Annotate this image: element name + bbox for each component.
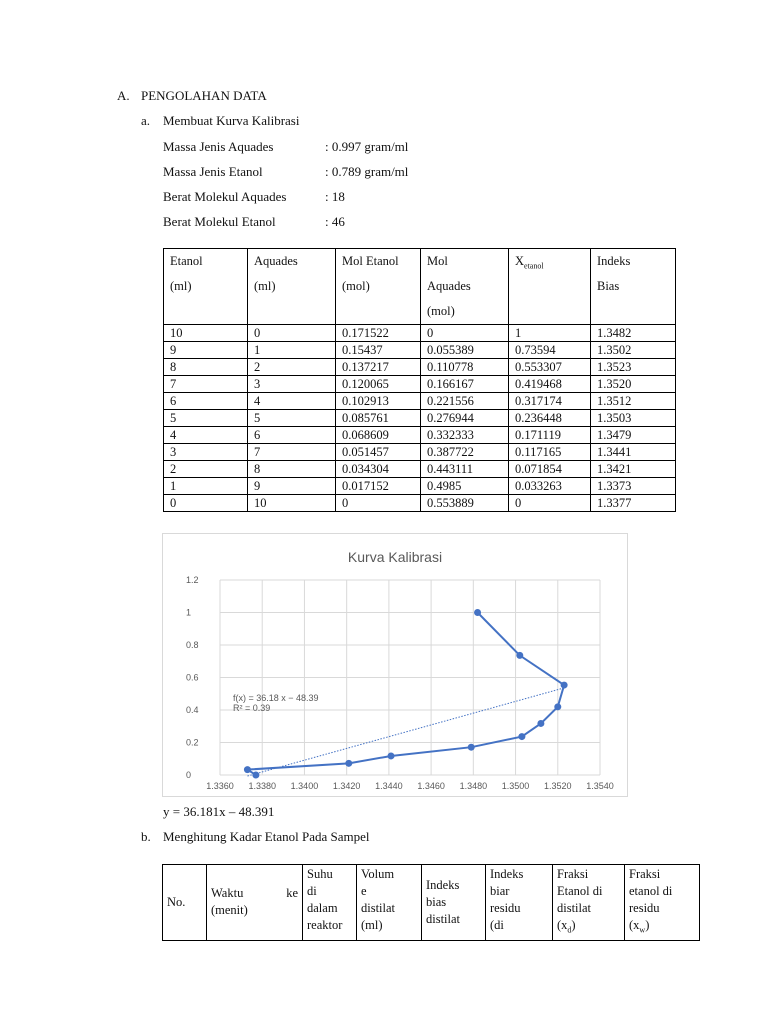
table-row [164, 393, 676, 410]
subsection-a-title: Membuat Kurva Kalibrasi [163, 113, 300, 128]
data-point [554, 703, 561, 710]
table-cell: 0 [164, 495, 248, 512]
table-cell: 1.3479 [591, 427, 676, 444]
header-cell: Aquades (ml) [248, 249, 336, 325]
x-tick-label: 1.3360 [206, 781, 234, 791]
table-cell: 5 [164, 410, 248, 427]
table-cell: 1.3373 [591, 478, 676, 495]
table-cell: 0.317174 [509, 393, 591, 410]
table-cell: 1.3512 [591, 393, 676, 410]
y-tick-label: 0.8 [186, 640, 199, 650]
table-cell: 0.068609 [336, 427, 421, 444]
trendline-r2: R² = 0.39 [233, 703, 271, 713]
table-cell: 2 [248, 359, 336, 376]
table-cell: 3 [164, 444, 248, 461]
header-cell: $X_{etanol}$ [509, 249, 591, 325]
table-cell: 0 [248, 325, 336, 342]
header-cell: Mol Etanol (mol) [336, 249, 421, 325]
table-cell: 0.085761 [336, 410, 421, 427]
constant-value: : 0.789 gram/ml [325, 164, 409, 179]
table-cell: 4 [164, 427, 248, 444]
data-point [561, 682, 568, 689]
table-cell: 0.120065 [336, 376, 421, 393]
constant-value: : 0.997 gram/ml [325, 139, 409, 154]
data-point [244, 766, 251, 773]
data-point [474, 609, 481, 616]
table-cell: 1.3377 [591, 495, 676, 512]
constant-label: Berat Molekul Aquades [163, 189, 287, 204]
constant-label: Massa Jenis Aquades [163, 139, 274, 154]
table-row [164, 444, 676, 461]
table-cell: 8 [248, 461, 336, 478]
table-row [164, 427, 676, 444]
table-cell: 6 [164, 393, 248, 410]
x-tick-label: 1.3480 [459, 781, 488, 791]
table-cell: 0.332333 [421, 427, 509, 444]
y-tick-label: 0.2 [186, 737, 199, 748]
table-row [164, 325, 676, 342]
table-cell: 0.055389 [421, 342, 509, 359]
x-tick-label: 1.3460 [417, 781, 445, 791]
table-cell: 10 [248, 495, 336, 512]
subsection-b-letter: b. [141, 829, 151, 844]
table-row [164, 342, 676, 359]
y-tick-label: 1.2 [186, 575, 199, 585]
data-point [518, 733, 525, 740]
constant-value: : 18 [325, 189, 345, 204]
sample-table [162, 864, 700, 941]
header-cell: Mol Aquades (mol) [421, 249, 509, 325]
table-cell: 1 [248, 342, 336, 359]
table-row [164, 410, 676, 427]
table-cell: 1.3523 [591, 359, 676, 376]
table-cell: 0 [421, 325, 509, 342]
header-cell: Waktu ke (menit) [207, 865, 303, 941]
table-cell: 0 [336, 495, 421, 512]
table-cell: 0.137217 [336, 359, 421, 376]
table-header-row [163, 865, 700, 941]
table-cell: 0.221556 [421, 393, 509, 410]
trendline-equation: f(x) = 36.18 x − 48.39 [233, 693, 319, 703]
table-row [164, 495, 676, 512]
data-point [388, 752, 395, 759]
data-point [537, 720, 544, 727]
table-cell: 1.3482 [591, 325, 676, 342]
header-cell: Etanol (ml) [164, 249, 248, 325]
regression-equation: y = 36.181x – 48.391 [163, 804, 275, 819]
table-cell: 0.15437 [336, 342, 421, 359]
table-cell: 0.034304 [336, 461, 421, 478]
section-title: PENGOLAHAN DATA [141, 88, 267, 103]
table-cell: 0.051457 [336, 444, 421, 461]
subsection-b-title: Menghitung Kadar Etanol Pada Sampel [163, 829, 370, 844]
header-cell: Indeks Bias [591, 249, 676, 325]
table-cell: 0.419468 [509, 376, 591, 393]
table-cell: 0.4985 [421, 478, 509, 495]
x-tick-label: 1.3380 [248, 781, 276, 791]
table-cell: 7 [164, 376, 248, 393]
table-cell: 10 [164, 325, 248, 342]
table-cell: 0 [509, 495, 591, 512]
table-cell: 1.3520 [591, 376, 676, 393]
calibration-chart [162, 533, 628, 797]
chart-svg [163, 534, 627, 796]
data-point [468, 744, 475, 751]
table-cell: 4 [248, 393, 336, 410]
constant-label: Berat Molekul Etanol [163, 214, 276, 229]
table-cell: 1.3502 [591, 342, 676, 359]
table-cell: 1.3421 [591, 461, 676, 478]
table-cell: 1 [164, 478, 248, 495]
table-cell: 0.171119 [509, 427, 591, 444]
y-tick-label: 0 [186, 770, 192, 780]
x-tick-label: 1.3400 [290, 781, 319, 791]
table-cell: 0.166167 [421, 376, 509, 393]
header-cell: Indeks biar residu (di [486, 865, 553, 941]
table-cell: 0.017152 [336, 478, 421, 495]
table-row [164, 478, 676, 495]
table-cell: 2 [164, 461, 248, 478]
table-cell: 0.387722 [421, 444, 509, 461]
header-cell: Indeks bias distilat [422, 865, 486, 941]
header-cell: Fraksi Etanol di distilat $(x_d)$ [553, 865, 625, 941]
table-cell: 0.117165 [509, 444, 591, 461]
table-cell: 9 [248, 478, 336, 495]
table-cell: 7 [248, 444, 336, 461]
table-cell: 0.73594 [509, 342, 591, 359]
table-cell: 1.3441 [591, 444, 676, 461]
table-cell: 0.171522 [336, 325, 421, 342]
calibration-table [163, 248, 676, 512]
y-tick-label: 1 [186, 607, 192, 618]
x-tick-label: 1.3420 [332, 781, 361, 791]
table-cell: 1.3503 [591, 410, 676, 427]
data-point [345, 760, 352, 767]
table-cell: 3 [248, 376, 336, 393]
x-tick-label: 1.3520 [544, 781, 572, 791]
header-cell: Volum e distilat (ml) [357, 865, 422, 941]
subsection-a-letter: a. [141, 113, 151, 128]
constant-label: Massa Jenis Etanol [163, 164, 263, 179]
section-letter: A. [117, 88, 130, 103]
constant-value: : 46 [325, 214, 345, 229]
header-cell: No. [163, 865, 207, 941]
table-row [164, 461, 676, 478]
table-cell: 0.276944 [421, 410, 509, 427]
table-cell: 0.071854 [509, 461, 591, 478]
table-cell: 9 [164, 342, 248, 359]
table-cell: 0.553889 [421, 495, 509, 512]
x-tick-label: 1.3440 [375, 781, 403, 791]
y-tick-label: 0.6 [186, 672, 199, 683]
table-cell: 0.236448 [509, 410, 591, 427]
table-cell: 1 [509, 325, 591, 342]
header-cell: Fraksi etanol di residu $(x_w)$ [625, 865, 700, 941]
table-cell: 0.553307 [509, 359, 591, 376]
table-cell: 0.033263 [509, 478, 591, 495]
table-row [164, 376, 676, 393]
header-cell: Suhu di dalam reaktor [303, 865, 357, 941]
table-cell: 8 [164, 359, 248, 376]
table-header-row [164, 249, 676, 325]
chart-title: Kurva Kalibrasi [347, 549, 443, 565]
data-point [252, 772, 259, 779]
x-tick-label: 1.3540 [586, 781, 614, 791]
y-tick-label: 0.4 [186, 705, 199, 715]
table-cell: 0.110778 [421, 359, 509, 376]
table-cell: 0.443111 [421, 461, 509, 478]
x-tick-label: 1.3500 [501, 781, 530, 791]
table-cell: 5 [248, 410, 336, 427]
table-cell: 6 [248, 427, 336, 444]
data-point [516, 652, 523, 659]
table-cell: 0.102913 [336, 393, 421, 410]
table-row [164, 359, 676, 376]
